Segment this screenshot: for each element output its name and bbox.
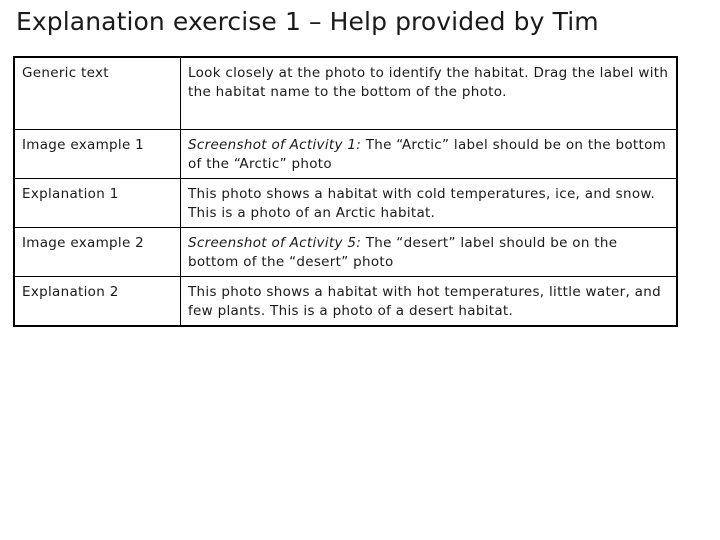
row-label: Explanation 2: [14, 276, 181, 326]
row-label: Image example 1: [14, 129, 181, 178]
row-label: Image example 2: [14, 227, 181, 276]
row-content: [181, 57, 678, 129]
row-content: [181, 178, 678, 227]
row-text: The “desert” label should be on the bottom of the “desert” photo: [188, 234, 618, 270]
row-label: Explanation 1: [14, 178, 181, 227]
row-text: This photo shows a habitat with cold temperatures, ice, and snow. This is a photo of an Arctic habitat.: [188, 185, 656, 221]
row-text: The “Arctic” label should be on the bottom of the “Arctic” photo: [188, 136, 667, 172]
row-text: This photo shows a habitat with hot temperatures, little water, and few plants. This is a photo of a desert habitat.: [188, 283, 661, 319]
row-label: Generic text: [14, 57, 181, 129]
help-table: [13, 56, 678, 327]
table-row: [14, 178, 677, 227]
row-content: [181, 129, 678, 178]
row-content: [181, 227, 678, 276]
row-prefix: Screenshot of Activity 1:: [188, 136, 362, 153]
page-title: Explanation exercise 1 – Help provided by Tim: [16, 7, 599, 36]
row-content: [181, 276, 678, 326]
row-text: Look closely at the photo to identify the habitat. Drag the label with the habitat name to the bottom of the photo.: [188, 65, 669, 100]
row-prefix: Screenshot of Activity 5:: [188, 234, 362, 251]
table-row: [14, 129, 677, 178]
table-row: [14, 276, 677, 326]
table-row: [14, 57, 677, 129]
table-row: [14, 227, 677, 276]
